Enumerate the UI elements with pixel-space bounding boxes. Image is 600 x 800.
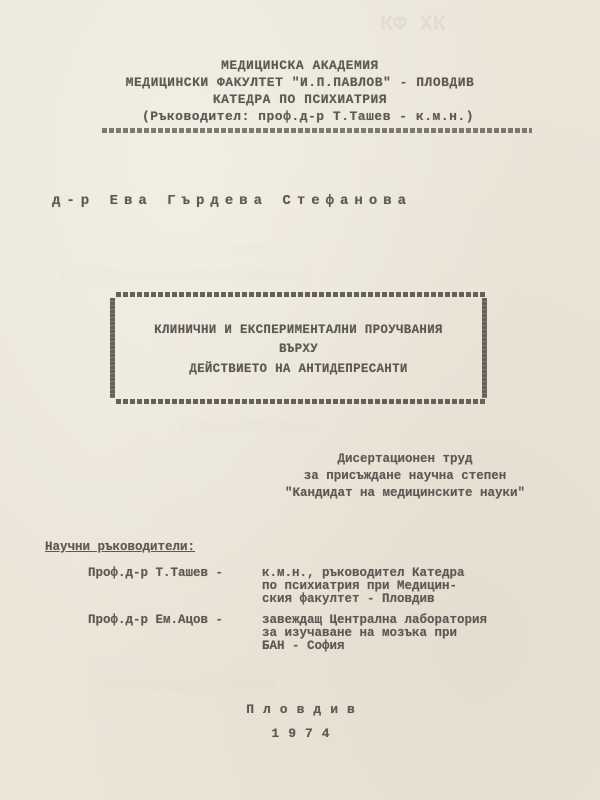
place-of-publication: Пловдив bbox=[246, 702, 364, 717]
supervisor-description: за изучаване на мозъка при bbox=[262, 626, 458, 640]
bleed-through-text: ░░░░░░░░░░░░░░░░░░░░░░░░░░░░░░░░░░░░░░ bbox=[60, 270, 311, 282]
thesis-title-line-2: ВЪРХУ bbox=[278, 342, 318, 356]
bleed-through-text: ░░░░░░ bbox=[230, 245, 270, 257]
bleed-through-text: КФ ХК bbox=[380, 12, 447, 37]
dissertation-line-3: "Кандидат на медицинските науки" bbox=[284, 486, 526, 500]
thesis-title-line-1: КЛИНИЧНИ И ЕКСПЕРИМЕНТАЛНИ ПРОУЧВАНИЯ bbox=[154, 323, 443, 337]
author-name: д-р Ева Гърдева Стефанова bbox=[52, 193, 413, 209]
supervisor-description: завеждащ Централна лаборатория bbox=[262, 613, 488, 627]
frame-border-bottom bbox=[116, 399, 487, 404]
supervisor-description: ския факултет - Пловдив bbox=[262, 592, 435, 606]
header-separator bbox=[102, 128, 532, 133]
dissertation-line-1: Дисертационен труд bbox=[337, 452, 473, 466]
thesis-title-line-3: ДЕЙСТВИЕТО НА АНТИДЕПРЕСАНТИ bbox=[189, 362, 408, 376]
supervisor-name: Проф.д-р Т.Ташев - bbox=[88, 566, 224, 580]
department-name: КАТЕДРА ПО ПСИХИАТРИЯ bbox=[212, 92, 388, 107]
bleed-through-text: ░░░░░░░░░░░░░░░░░░░░░ bbox=[180, 420, 319, 432]
supervisor-description: к.м.н., ръководител Катедра bbox=[262, 566, 465, 580]
supervisor-description: по психиатрия при Медицин- bbox=[262, 579, 458, 593]
dissertation-line-2: за присъждане научна степен bbox=[303, 469, 507, 483]
supervisor-description: БАН - София bbox=[262, 639, 345, 653]
department-head: (Ръководител: проф.д-р Т.Ташев - к.м.н.) bbox=[141, 109, 475, 124]
academy-name: МЕДИЦИНСКА АКАДЕМИЯ bbox=[221, 58, 379, 73]
bleed-through-text: ░░░░░░░░░░░░░░░░░░░░░░░░░░░░ bbox=[90, 680, 275, 692]
faculty-name: МЕДИЦИНСКИ ФАКУЛТЕТ "И.П.ПАВЛОВ" - ПЛОВДИВ bbox=[125, 75, 475, 90]
title-frame bbox=[110, 292, 487, 404]
supervisor-name: Проф.д-р Ем.Ацов - bbox=[88, 613, 224, 627]
year-of-publication: 1974 bbox=[271, 726, 339, 741]
frame-border-top bbox=[116, 292, 487, 297]
supervisors-heading: Научни ръководители: bbox=[45, 540, 196, 554]
